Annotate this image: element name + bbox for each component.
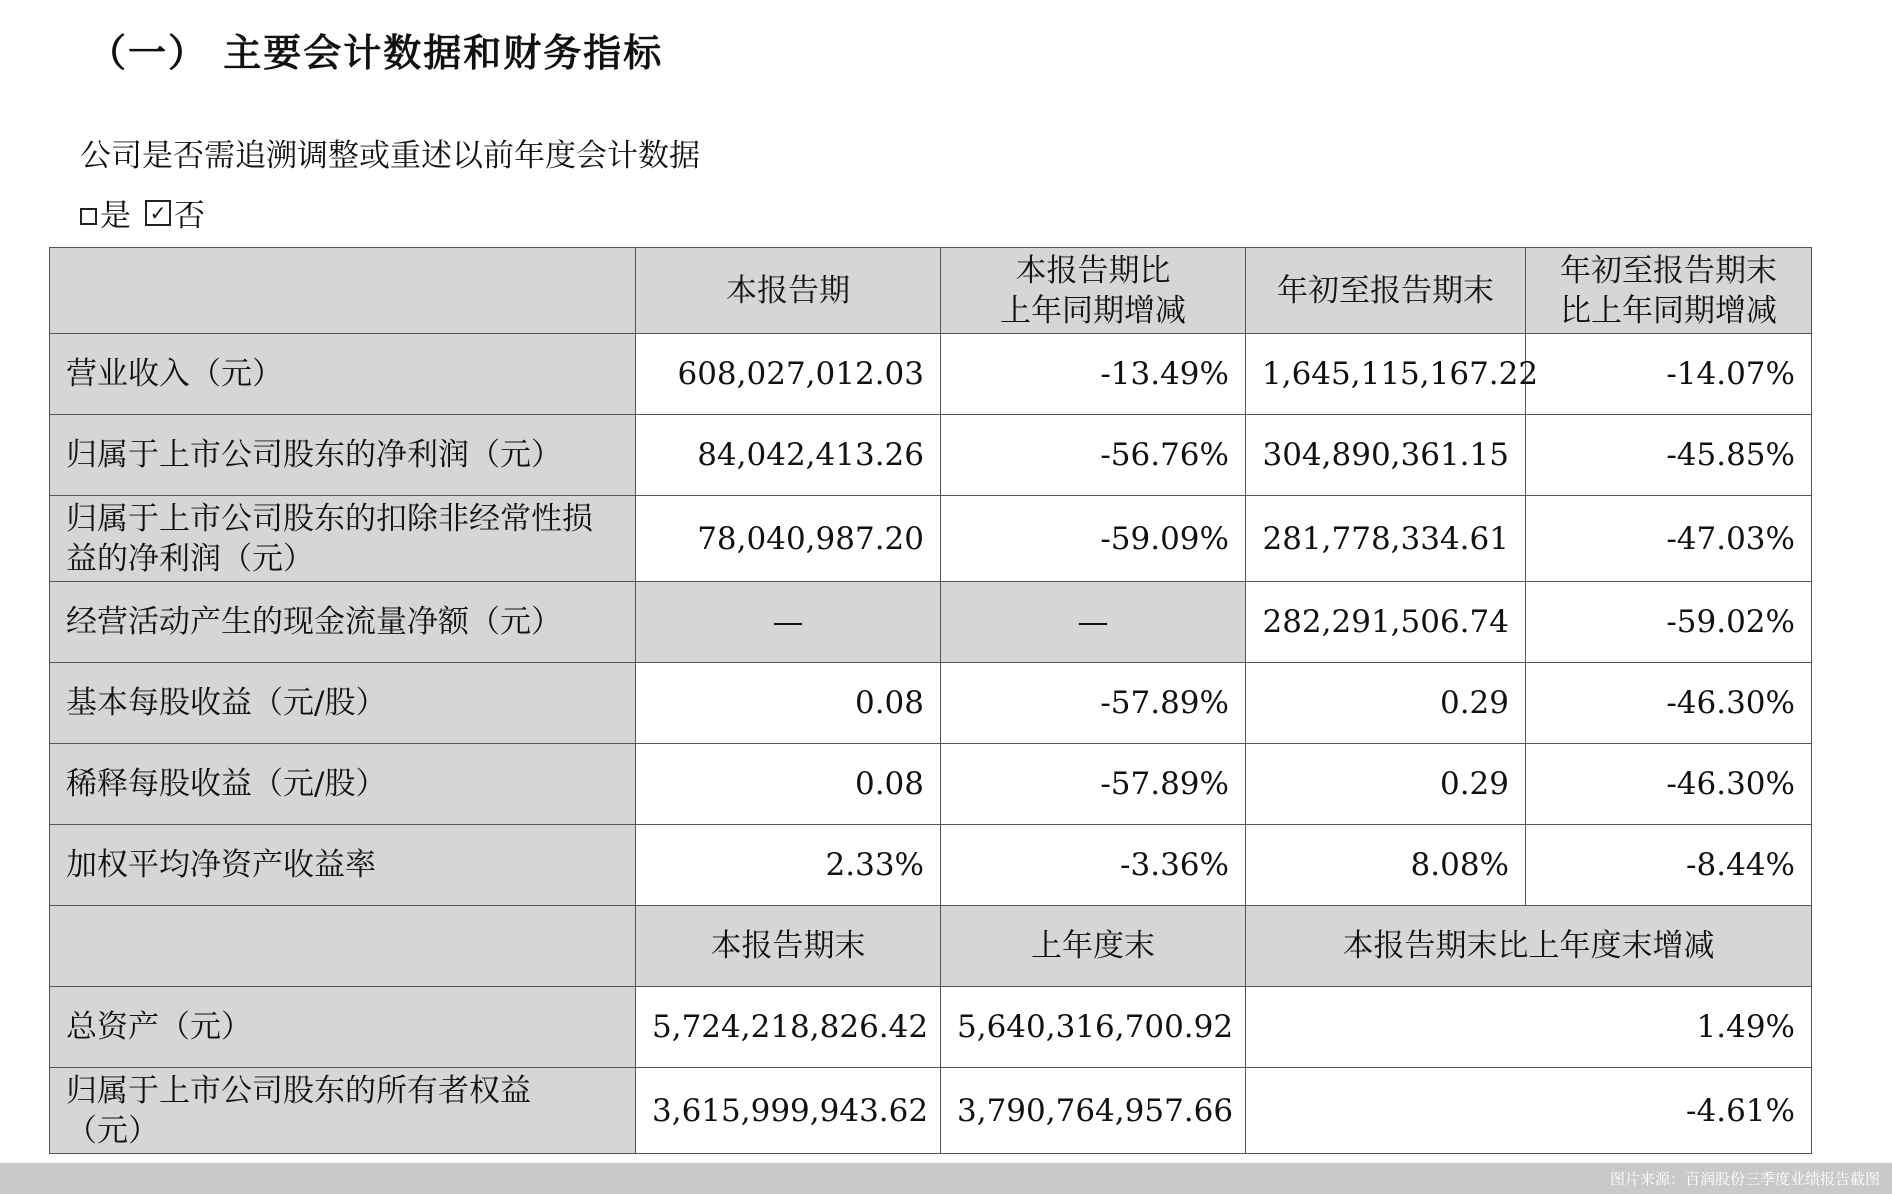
table-row bbox=[50, 1068, 1812, 1154]
cell-current: 0.08 bbox=[636, 744, 941, 825]
cell-current: 608,027,012.03 bbox=[636, 334, 941, 415]
cell-current-change: — bbox=[941, 582, 1246, 663]
cell-current-change: -56.76% bbox=[941, 415, 1246, 496]
row-label: 归属于上市公司股东的净利润（元） bbox=[50, 415, 636, 496]
cell-current: 84,042,413.26 bbox=[636, 415, 941, 496]
row-label: 总资产（元） bbox=[50, 987, 636, 1068]
cell-prior-year-end: 5,640,316,700.92 bbox=[941, 987, 1246, 1068]
cell-ytd: 8.08% bbox=[1246, 825, 1526, 906]
financial-data-table bbox=[49, 247, 1812, 1154]
table-row bbox=[50, 744, 1812, 825]
cell-period-end: 3,615,999,943.62 bbox=[636, 1068, 941, 1154]
table-row bbox=[50, 663, 1812, 744]
cell-current-change: -13.49% bbox=[941, 334, 1246, 415]
table-header-row-2 bbox=[50, 906, 1812, 987]
cell-ytd-change: -8.44% bbox=[1526, 825, 1812, 906]
image-source-bar bbox=[0, 1163, 1892, 1194]
header-period-change: 本报告期末比上年度末增减 bbox=[1246, 906, 1812, 987]
row-label: 经营活动产生的现金流量净额（元） bbox=[50, 582, 636, 663]
cell-ytd: 282,291,506.74 bbox=[1246, 582, 1526, 663]
row-label: 归属于上市公司股东的扣除非经常性损 益的净利润（元） bbox=[50, 496, 636, 582]
header-current-change: 本报告期比 上年同期增减 bbox=[941, 248, 1246, 334]
header-prior-year-end: 上年度末 bbox=[941, 906, 1246, 987]
cell-current: 2.33% bbox=[636, 825, 941, 906]
cell-period-end: 5,724,218,826.42 bbox=[636, 987, 941, 1068]
cell-period-change: -4.61% bbox=[1246, 1068, 1812, 1154]
table-row bbox=[50, 582, 1812, 663]
cell-ytd: 1,645,115,167.22 bbox=[1246, 334, 1526, 415]
row-label: 基本每股收益（元/股） bbox=[50, 663, 636, 744]
table-header-row bbox=[50, 248, 1812, 334]
cell-period-change: 1.49% bbox=[1246, 987, 1812, 1068]
restatement-question: 公司是否需追溯调整或重述以前年度会计数据 bbox=[80, 138, 700, 174]
cell-ytd-change: -14.07% bbox=[1526, 334, 1812, 415]
cell-current: 0.08 bbox=[636, 663, 941, 744]
header-ytd: 年初至报告期末 bbox=[1246, 248, 1526, 334]
option-yes-label: 是 bbox=[100, 198, 131, 234]
cell-prior-year-end: 3,790,764,957.66 bbox=[941, 1068, 1246, 1154]
header-ytd-change: 年初至报告期末 比上年同期增减 bbox=[1526, 248, 1812, 334]
cell-ytd: 0.29 bbox=[1246, 663, 1526, 744]
cell-current: — bbox=[636, 582, 941, 663]
cell-ytd: 304,890,361.15 bbox=[1246, 415, 1526, 496]
option-no-label: 否 bbox=[174, 198, 205, 234]
row-label: 营业收入（元） bbox=[50, 334, 636, 415]
cell-ytd-change: -47.03% bbox=[1526, 496, 1812, 582]
cell-current-change: -59.09% bbox=[941, 496, 1246, 582]
row-label: 加权平均净资产收益率 bbox=[50, 825, 636, 906]
table-row bbox=[50, 334, 1812, 415]
cell-ytd-change: -45.85% bbox=[1526, 415, 1812, 496]
header-blank bbox=[50, 248, 636, 334]
cell-ytd-change: -59.02% bbox=[1526, 582, 1812, 663]
cell-ytd-change: -46.30% bbox=[1526, 744, 1812, 825]
checkbox-no-checked[interactable]: ✓ bbox=[145, 200, 171, 226]
cell-ytd: 0.29 bbox=[1246, 744, 1526, 825]
cell-current: 78,040,987.20 bbox=[636, 496, 941, 582]
header-current-period: 本报告期 bbox=[636, 248, 941, 334]
header2-blank bbox=[50, 906, 636, 987]
table-row bbox=[50, 987, 1812, 1068]
cell-current-change: -57.89% bbox=[941, 663, 1246, 744]
checkbox-yes[interactable] bbox=[80, 208, 97, 225]
cell-current-change: -3.36% bbox=[941, 825, 1246, 906]
header-period-end: 本报告期末 bbox=[636, 906, 941, 987]
cell-ytd: 281,778,334.61 bbox=[1246, 496, 1526, 582]
cell-current-change: -57.89% bbox=[941, 744, 1246, 825]
image-source-caption: 图片来源：百润股份三季度业绩报告截图 bbox=[1609, 1170, 1880, 1188]
row-label: 归属于上市公司股东的所有者权益 （元） bbox=[50, 1068, 636, 1154]
cell-ytd-change: -46.30% bbox=[1526, 663, 1812, 744]
section-title: （一） 主要会计数据和财务指标 bbox=[88, 31, 664, 75]
table-row bbox=[50, 415, 1812, 496]
table-row bbox=[50, 825, 1812, 906]
restatement-options bbox=[80, 190, 205, 235]
row-label: 稀释每股收益（元/股） bbox=[50, 744, 636, 825]
table-row bbox=[50, 496, 1812, 582]
